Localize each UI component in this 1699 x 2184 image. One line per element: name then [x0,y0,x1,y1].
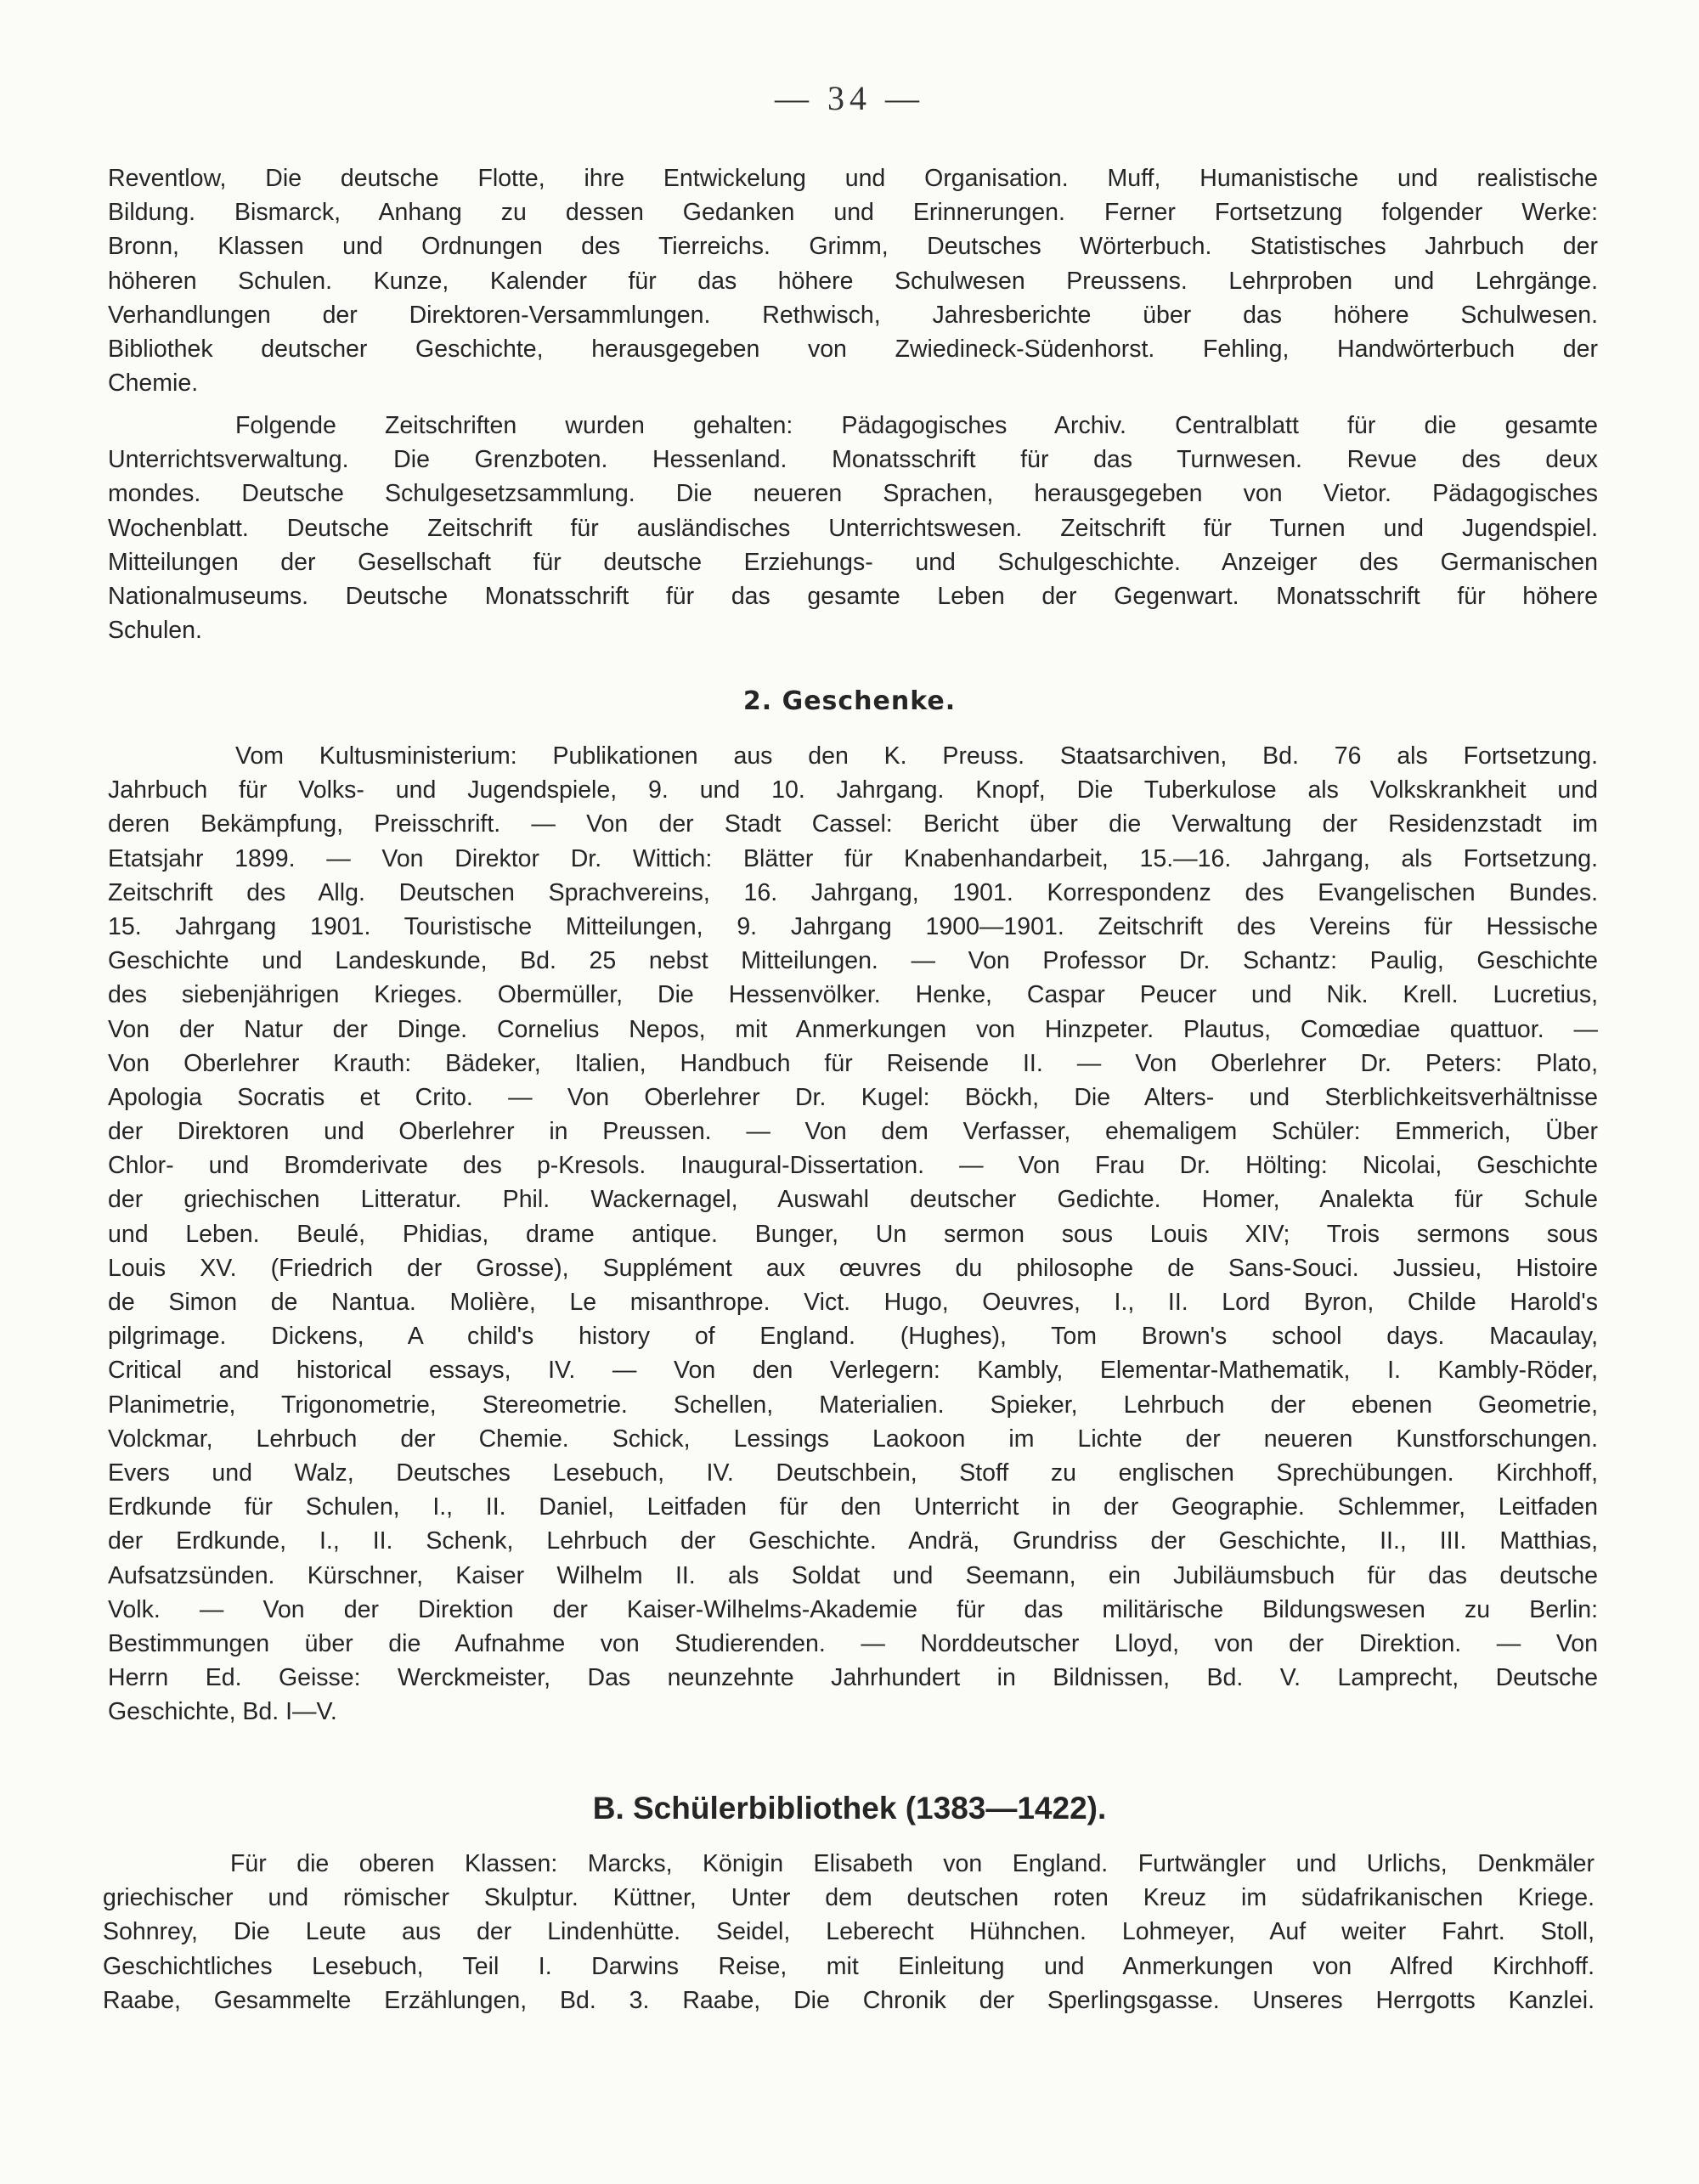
text-line: Geschichtliches Lesebuch, Teil I. Darwins Reise, mit Einleitung und Anmerkungen von Alfred Kirchhoff. [103,1952,1595,1980]
text-line: Sohnrey, Die Leute aus der Lindenhütte. Seidel, Leberecht Hühnchen. Lohmeyer, Auf weiter Fahrt. Stoll, [103,1918,1595,1946]
section-heading-gifts: 2. Geschenke. [742,686,957,716]
text-line: Mitteilungen der Gesellschaft für deutsche Erziehungs- und Schulgeschichte. Anzeiger des Germanischen [108,548,1598,576]
text-line: Chlor- und Bromderivate des p-Kresols. Inaugural-Dissertation. — Von Frau Dr. Hölting: Nicolai, Geschichte [108,1152,1598,1180]
text-line: Apologia Socratis et Crito. — Von Oberlehrer Dr. Kugel: Böckh, Die Alters- und Sterblichkeitsverhältnisse [108,1083,1598,1111]
text-line: Etatsjahr 1899. — Von Direktor Dr. Wittich: Blätter für Knabenhandarbeit, 15.—16. Jahrgang, als Fortsetzung. [108,844,1598,872]
text-line: Bibliothek deutscher Geschichte, herausgegeben von Zwiedineck-Südenhorst. Fehling, Handwörterbuch der [108,335,1598,363]
periodicals-paragraph [108,409,1598,647]
text-line: Herrn Ed. Geisse: Werckmeister, Das neunzehnte Jahrhundert in Bildnissen, Bd. V. Lamprecht, Deutsche [108,1664,1598,1692]
text-line: 15. Jahrgang 1901. Touristische Mitteilungen, 9. Jahrgang 1900—1901. Zeitschrift des Vereins für Hessische [108,912,1598,940]
text-line: der Erdkunde, I., II. Schenk, Lehrbuch der Geschichte. Andrä, Grundriss der Geschichte, II., III. Matthias, [108,1527,1598,1555]
text-line: Chemie. [108,370,199,398]
text-line: Geschichte, Bd. I—V. [108,1698,337,1726]
text-line: Erdkunde für Schulen, I., II. Daniel, Leitfaden für den Unterricht in der Geographie. Schlemmer, Leitfaden [108,1493,1598,1521]
text-line: Unterrichtsverwaltung. Die Grenzboten. Hessenland. Monatsschrift für das Turnwesen. Revue des deux [108,446,1598,474]
text-line: Folgende Zeitschriften wurden gehalten: Pädagogisches Archiv. Centralblatt für die gesamte [235,412,1598,439]
text-line: Nationalmuseums. Deutsche Monatsschrift für das gesamte Leben der Gegenwart. Monatsschrift für höhere [108,582,1598,610]
text-line: Jahrbuch für Volks- und Jugendspiele, 9. und 10. Jahrgang. Knopf, Die Tuberkulose als Volkskrankheit und [108,776,1598,804]
page-number: — 34 — [775,79,924,117]
library-paragraph-1 [108,161,1598,400]
text-line: höheren Schulen. Kunze, Kalender für das höhere Schulwesen Preussens. Lehrproben und Lehrgänge. [108,267,1598,295]
text-line: de Simon de Nantua. Molière, Le misanthrope. Vict. Hugo, Oeuvres, I., II. Lord Byron, Childe Harold's [108,1289,1598,1316]
text-line: des siebenjährigen Krieges. Obermüller, Die Hessenvölker. Henke, Caspar Peucer und Nik. Krell. Lucretius, [108,981,1598,1009]
text-line: Volk. — Von der Direktion der Kaiser-Wilhelms-Akademie für das militärische Bildungswesen zu Berlin: [108,1595,1598,1623]
text-line: Reventlow, Die deutsche Flotte, ihre Entwickelung und Organisation. Muff, Humanistische und realistische [108,165,1598,192]
text-line: Louis XV. (Friedrich der Grosse), Supplément aux œuvres du philosophe de Sans-Souci. Jussieu, Histoire [108,1254,1598,1282]
text-line: pilgrimage. Dickens, A child's history of England. (Hughes), Tom Brown's school days. Macaulay, [108,1323,1598,1351]
text-line: Volckmar, Lehrbuch der Chemie. Schick, Lessings Laokoon im Lichte der neueren Kunstforschungen. [108,1425,1598,1453]
text-line: der Direktoren und Oberlehrer in Preussen. — Von dem Verfasser, ehemaligem Schüler: Emmerich, Über [108,1118,1598,1146]
gifts-paragraph [108,739,1598,1729]
student-library-paragraph [103,1847,1595,2018]
text-line: Bildung. Bismarck, Anhang zu dessen Gedanken und Erinnerungen. Ferner Fortsetzung folgender Werke: [108,199,1598,227]
section-heading-student-library: B. Schülerbibliothek (1383—1422). [592,1791,1107,1826]
text-line: und Leben. Beulé, Phidias, drame antique. Bunger, Un sermon sous Louis XIV; Trois sermons sous [108,1220,1598,1248]
text-line: griechischer und römischer Skulptur. Küttner, Unter dem deutschen roten Kreuz im südafrikanischen Kriege. [103,1884,1595,1912]
text-line: Bestimmungen über die Aufnahme von Studierenden. — Norddeutscher Lloyd, von der Direktion. — Von [108,1629,1598,1657]
text-line: Bronn, Klassen und Ordnungen des Tierreichs. Grimm, Deutsches Wörterbuch. Statistisches Jahrbuch der [108,233,1598,261]
text-line: Für die oberen Klassen: Marcks, Königin Elisabeth von England. Furtwängler und Urlichs, Denkmäler [230,1850,1595,1877]
text-line: Aufsatzsünden. Kürschner, Kaiser Wilhelm II. als Soldat und Seemann, ein Jubiläumsbuch für das deutsche [108,1561,1598,1589]
text-line: der griechischen Litteratur. Phil. Wackernagel, Auswahl deutscher Gedichte. Homer, Analekta für Schule [108,1186,1598,1214]
text-line: Schulen. [108,617,202,645]
text-line: Planimetrie, Trigonometrie, Stereometrie. Schellen, Materialien. Spieker, Lehrbuch der ebenen Geometrie, [108,1391,1598,1419]
text-line: Zeitschrift des Allg. Deutschen Sprachvereins, 16. Jahrgang, 1901. Korrespondenz des Evangelischen Bundes. [108,878,1598,906]
text-line: Von Oberlehrer Krauth: Bädeker, Italien, Handbuch für Reisende II. — Von Oberlehrer Dr. Peters: Plato, [108,1049,1598,1077]
text-line: Vom Kultusministerium: Publikationen aus den K. Preuss. Staatsarchiven, Bd. 76 als Fortsetzung. [235,742,1598,770]
text-line: mondes. Deutsche Schulgesetzsammlung. Die neueren Sprachen, herausgegeben von Vietor. Pädagogisches [108,480,1598,508]
text-line: Von der Natur der Dinge. Cornelius Nepos, mit Anmerkungen von Hinzpeter. Plautus, Comœdiae quattuor. — [108,1015,1598,1043]
text-line: Verhandlungen der Direktoren-Versammlungen. Rethwisch, Jahresberichte über das höhere Schulwesen. [108,301,1598,329]
text-line: Raabe, Gesammelte Erzählungen, Bd. 3. Raabe, Die Chronik der Sperlingsgasse. Unseres Herrgotts Kanzlei. [103,1986,1595,2014]
text-line: deren Bekämpfung, Preisschrift. — Von der Stadt Cassel: Bericht über die Verwaltung der Residenzstadt im [108,810,1598,838]
text-line: Wochenblatt. Deutsche Zeitschrift für ausländisches Unterrichtswesen. Zeitschrift für Turnen und Jugendspiel. [108,514,1598,542]
text-line: Geschichte und Landeskunde, Bd. 25 nebst Mitteilungen. — Von Professor Dr. Schantz: Paulig, Geschichte [108,947,1598,975]
text-line: Evers und Walz, Deutsches Lesebuch, IV. Deutschbein, Stoff zu englischen Sprechübungen. Kirchhoff, [108,1459,1598,1487]
text-line: Critical and historical essays, IV. — Von den Verlegern: Kambly, Elementar-Mathematik, I. Kambly-Röder, [108,1357,1598,1385]
